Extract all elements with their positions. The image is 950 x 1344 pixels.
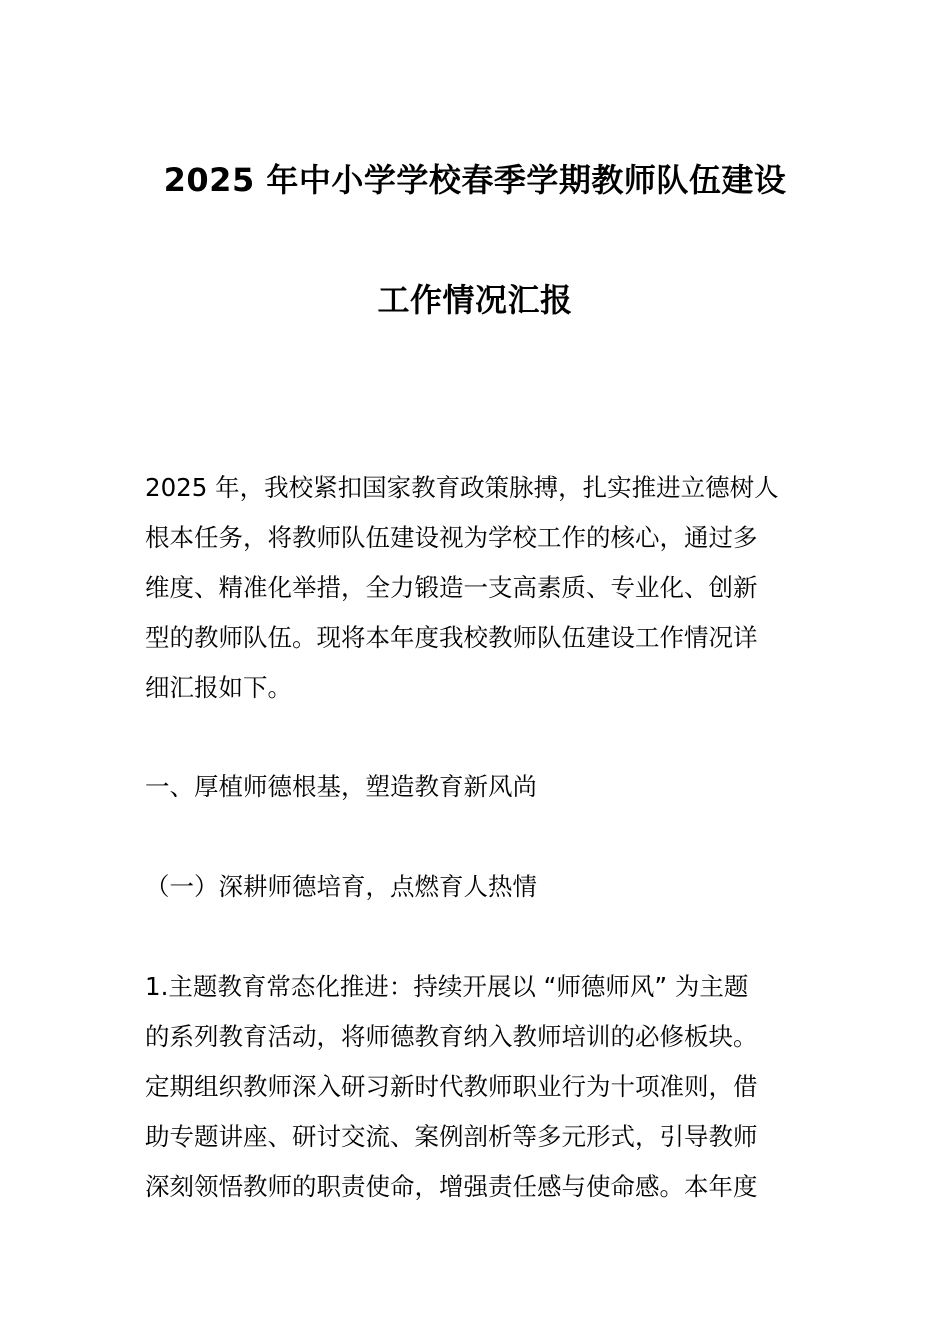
item-line: 助专题讲座、研讨交流、案例剖析等多元形式，引导教师 bbox=[145, 1122, 758, 1151]
intro-line: 细汇报如下。 bbox=[145, 673, 292, 702]
section-heading bbox=[145, 762, 809, 812]
document-title-line-2: 工作情况汇报 bbox=[377, 281, 573, 319]
document-title-line-1: 2025 年中小学学校春季学期教师队伍建设 bbox=[163, 161, 787, 199]
item-line: 定期组织教师深入研习新时代教师职业行为十项准则，借 bbox=[145, 1072, 758, 1101]
intro-line: 维度、精准化举措，全力锻造一支高素质、专业化、创新 bbox=[145, 573, 758, 602]
section-heading-text: 一、厚植师德根基，塑造教育新风尚 bbox=[145, 772, 537, 801]
item-line: 的系列教育活动，将师德教育纳入教师培训的必修板块。 bbox=[145, 1022, 758, 1051]
intro-line: 2025 年，我校紧扣国家教育政策脉搏，扎实推进立德树人 bbox=[145, 473, 779, 502]
subsection-heading-text: （一）深耕师德培育，点燃育人热情 bbox=[145, 872, 537, 901]
subsection-heading bbox=[145, 862, 809, 912]
intro-line: 根本任务，将教师队伍建设视为学校工作的核心，通过多 bbox=[145, 523, 758, 552]
item-paragraph bbox=[145, 962, 809, 1212]
item-line: 深刻领悟教师的职责使命，增强责任感与使命感。本年度 bbox=[145, 1172, 758, 1201]
intro-line: 型的教师队伍。现将本年度我校教师队伍建设工作情况详 bbox=[145, 623, 758, 652]
item-line: 1.主题教育常态化推进：持续开展以 “师德师风” 为主题 bbox=[145, 972, 749, 1001]
intro-paragraph bbox=[145, 463, 809, 713]
